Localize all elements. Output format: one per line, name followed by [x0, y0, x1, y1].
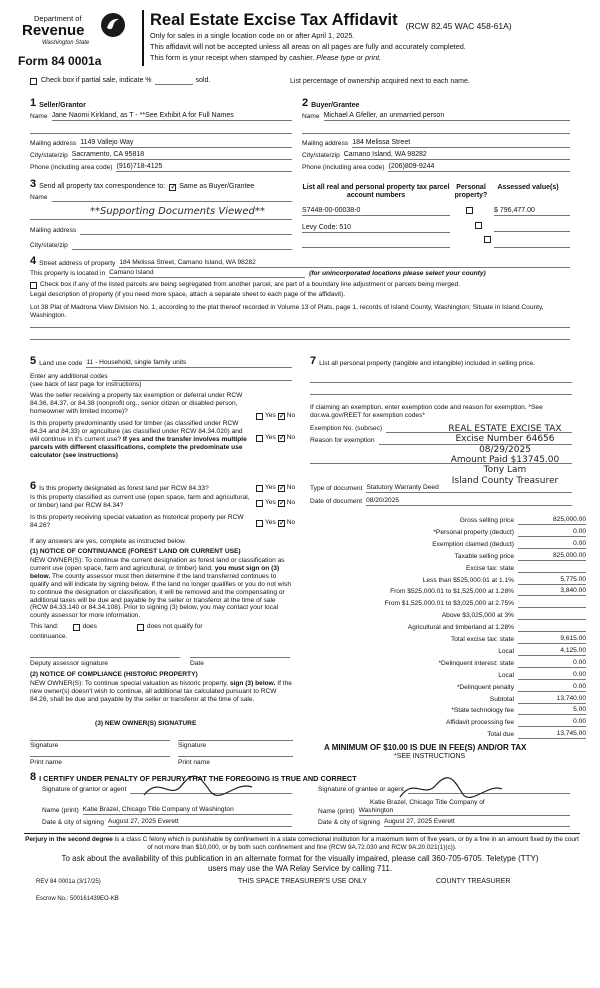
tax-row-label: *Delinquent penalty: [456, 683, 514, 691]
corr-mail-label: Mailing address: [30, 227, 77, 235]
tax-row: [310, 645, 586, 656]
doc-type-field[interactable]: Statutory Warranty Deed: [366, 484, 572, 493]
yes-label: Yes: [265, 484, 276, 491]
tax-row-value[interactable]: 825,000.00: [518, 552, 586, 561]
notice-continuance-text: [30, 557, 292, 620]
ownership-note: List percentage of ownership acquired next to each name.: [290, 78, 470, 85]
personal-property-header: Personal property?: [454, 184, 488, 200]
q-current-use-no[interactable]: [278, 500, 285, 507]
form-rcw: (RCW 82.45 WAC 458-61A): [405, 20, 512, 31]
owner2-print-label: Print name: [178, 759, 210, 766]
located-field[interactable]: Camano Island: [109, 269, 305, 278]
tax-row: [310, 562, 586, 573]
partial-sale-label: Check box if partial sale, indicate %: [41, 77, 152, 84]
buyer-name-label: Name: [302, 113, 320, 121]
same-as-buyer-label: Same as Buyer/Grantee: [179, 182, 255, 190]
tax-row-value[interactable]: [518, 631, 586, 632]
tax-row: [310, 621, 586, 632]
header-line3a: This form is your receipt when stamped by cashier.: [150, 53, 317, 62]
parcel-header: List all real and personal property tax parcel account numbers: [302, 184, 450, 200]
section5-row: [30, 355, 292, 368]
tax-row-value[interactable]: 5,775.00: [518, 576, 586, 585]
alt-format-notice: To ask about the availability of this publication in an alternate format for the visually impaired, please call 360-705-6705. Teletype (TTY) users may use the WA Relay Service by calling 711.: [61, 854, 539, 873]
no-label: No: [286, 434, 296, 441]
tax-row-value[interactable]: 825,000.00: [518, 516, 586, 525]
tax-row-label: *Personal property (deduct): [433, 528, 514, 536]
tax-row-label: Excise tax: state: [465, 564, 514, 572]
escrow-number: Escrow No.: 500161439EO-KB: [36, 896, 119, 902]
buyer-name-field[interactable]: Michael A Gfeller, an unmarried person: [324, 112, 570, 121]
section1-title: [30, 97, 86, 110]
corr-name-field[interactable]: [52, 194, 292, 202]
grantor-name-label: Name (print): [42, 807, 79, 814]
corr-city-label: City/state/zip: [30, 242, 68, 250]
notice-compliance-text-a: NEW OWNER(S): To continue special valuation as historic property,: [30, 680, 230, 687]
doc-type-label: Type of document: [310, 485, 363, 492]
segregated-checkbox[interactable]: [30, 282, 37, 289]
grantor-name-row: [42, 806, 292, 815]
doc-date-field[interactable]: 08/20/2025: [366, 497, 572, 506]
tax-row-label: Gross selling price: [459, 517, 514, 525]
tax-row: [310, 550, 586, 561]
tax-row-value[interactable]: 9,615.00: [518, 635, 586, 644]
additional-codes-field[interactable]: [112, 373, 292, 381]
tax-row-label: From $525,000.01 to $1,525,000 at 1.28%: [390, 588, 514, 596]
q-exemption-answers: [256, 412, 295, 420]
corr-city-row: [30, 242, 292, 250]
buyer-name-row: [302, 112, 570, 121]
does-not-label: does not qualify for: [146, 623, 203, 630]
notice-compliance-text: [30, 680, 292, 704]
corr-mail-field[interactable]: [80, 227, 292, 235]
tax-row: [310, 657, 586, 668]
legal-desc-label: Legal description of property (if you need more space, attach a separate sheet to each page of the affidavit).: [30, 291, 346, 298]
parcel-1-value[interactable]: $ 796,477.00: [494, 207, 570, 216]
stamp-line5: Tony Lam: [483, 465, 527, 476]
q-exemption: Was the seller receiving a property tax exemption or deferral under RCW 84.36, 84.37, or 84.38 (nonprofit org., senior citizen or disabled person, homeowner with limited income)?: [30, 392, 243, 415]
exemption-no-label: Exemption No. (sub/sec): [310, 425, 383, 432]
section7-row: [310, 355, 572, 368]
tax-row-label: Above $3,025,000 at 3%: [441, 612, 514, 620]
seller-phone-field[interactable]: (916)718-4125: [116, 163, 292, 172]
tax-row-value[interactable]: 0.00: [518, 659, 586, 668]
tax-row: [310, 526, 586, 537]
parcel-1-field[interactable]: S7448-00-00038-0: [302, 207, 450, 216]
yes-label: Yes: [265, 519, 276, 526]
deputy-date-label: Date: [190, 660, 204, 667]
doc-date-label: Date of document: [310, 498, 363, 505]
form-title-row: [150, 11, 512, 31]
parcel-1-personal-checkbox[interactable]: [466, 207, 473, 214]
does-label: does: [82, 623, 97, 630]
q-historical-no[interactable]: [278, 520, 285, 527]
tax-row-label: From $1,525,000.01 to $3,025,000 at 2.75%: [384, 600, 514, 608]
tax-row: [310, 514, 586, 525]
tax-row-value[interactable]: 13,745.00: [518, 730, 586, 739]
pp-line2[interactable]: [310, 389, 572, 395]
parcel-3-personal-checkbox[interactable]: [484, 236, 491, 243]
header-line1: Only for sales in a single location code on or after April 1, 2025.: [150, 31, 355, 40]
tax-row: [310, 538, 586, 549]
form-revision: REV 84 0001a (3/17/25): [36, 879, 101, 885]
land-label: This land:: [30, 623, 59, 630]
notice-continuance-text-b: you must sign on (3) below.: [30, 564, 280, 580]
legal-line1: [30, 327, 570, 328]
section5-number: 5: [30, 355, 37, 367]
land-use-field[interactable]: 11 - Household, single family units: [86, 359, 292, 368]
tax-row-value[interactable]: [518, 607, 586, 608]
buyer-phone-row: [302, 163, 570, 172]
grantor-date-label: Date & city of signing: [42, 819, 104, 826]
section3-label: Send all property tax correspondence to:: [39, 182, 166, 190]
doc-date-row: [310, 497, 572, 506]
owner1-print-line[interactable]: [30, 751, 170, 757]
tax-row-label: Local: [498, 671, 514, 679]
logo-dept: Department of: [34, 14, 82, 23]
partial-sale-checkbox[interactable]: [30, 78, 37, 85]
q-exemption-no[interactable]: [278, 413, 285, 420]
tax-row-value[interactable]: 5.00: [518, 706, 586, 715]
does-not-qualify-checkbox[interactable]: [137, 624, 144, 631]
personal-property-label: List all personal property (tangible and intangible) included in selling price.: [319, 360, 536, 368]
q-historical: Is this property receiving special valuation as historical property per RCW 84.26?: [30, 514, 244, 529]
buyer-phone-label: Phone (including area code): [302, 164, 385, 172]
no-label: No: [286, 519, 296, 526]
header-line3: [150, 54, 381, 63]
grantor-date-field[interactable]: August 27, 2025 Everett: [108, 818, 292, 827]
deputy-date-line[interactable]: [190, 652, 290, 658]
stamp-line2: Excise Number 64656: [455, 434, 555, 445]
grantor-name-field[interactable]: Katie Brazel, Chicago Title Company of Washington: [83, 806, 292, 815]
grantee-date-field[interactable]: August 27, 2025 Everett: [384, 818, 570, 827]
tax-row-label: Less than $525,000.01 at 1.1%: [422, 576, 514, 584]
q-historical-answers: [256, 519, 295, 527]
tax-row-label: *State technology fee: [451, 707, 514, 715]
tax-row-label: Exemption claimed (deduct): [432, 540, 514, 548]
tax-row: [310, 597, 586, 608]
header-line2: This affidavit will not be accepted unless all areas on all pages are fully and accurately completed.: [150, 42, 466, 51]
grantee-date-row: [318, 818, 570, 827]
street-address-field[interactable]: 184 Melissa Street, Camano Island, WA 98282: [119, 259, 570, 268]
section3-row: [30, 178, 254, 191]
certify-title: I CERTIFY UNDER PENALTY OF PERJURY THAT THE FOREGOING IS TRUE AND CORRECT: [39, 774, 357, 784]
section7-number: 7: [310, 355, 317, 367]
q-timber-bold: If yes and the transfer involves multiple parcels with different classifications, complete the predominate use calculator (see instructions): [30, 435, 247, 459]
q-historical-yes[interactable]: [256, 520, 263, 527]
logo-revenue: Revenue: [22, 22, 85, 39]
additional-codes-label: Enter any additional codes: [30, 373, 108, 381]
does-qualify-checkbox[interactable]: [73, 624, 80, 631]
q-current-use-yes[interactable]: [256, 500, 263, 507]
stamp-line1: REAL ESTATE EXCISE TAX: [448, 424, 562, 434]
buyer-mail-row: [302, 139, 570, 148]
notice-compliance-title: (2) NOTICE OF COMPLIANCE (HISTORIC PROPERTY): [30, 671, 198, 678]
tax-row-label: Agricultural and timberland at 1.28%: [407, 624, 514, 632]
corr-name-line2: [30, 219, 292, 220]
seller-phone-label: Phone (including area code): [30, 164, 113, 172]
parcel-3-field[interactable]: [302, 240, 450, 248]
notice-continuance-text-a: NEW OWNER(S): To continue the current designation as forest land or classification as current use (open space, farm and agricultural, or timber) land,: [30, 557, 285, 572]
q-timber-answers: [256, 434, 295, 442]
tax-row-value[interactable]: 13,740.00: [518, 695, 586, 704]
grantor-sig-label: Signature of grantor or agent: [42, 786, 127, 794]
yes-label: Yes: [265, 412, 276, 419]
parcel-3-value[interactable]: [494, 240, 570, 248]
parcel-2-personal-checkbox[interactable]: [475, 222, 482, 229]
tax-row-label: *Delinquent interest: state: [438, 659, 514, 667]
supporting-docs-stamp: **Supporting Documents Viewed**: [90, 206, 265, 217]
tax-row-value[interactable]: 0.00: [518, 718, 586, 727]
legal-desc-text[interactable]: Lot 38 Plat of Madrona View Division No. 1, according to the plat thereof recorded in Volume 13 of Plats, page 1, records of Island County, Washington; Situate in Island County, Washington.: [30, 304, 544, 319]
land-use-label: Land use code: [39, 360, 83, 368]
corr-city-field[interactable]: [72, 242, 292, 250]
pp-line1[interactable]: [310, 377, 572, 383]
seller-city-row: [30, 151, 292, 160]
tax-row: [310, 693, 586, 704]
deputy-sig-label: Deputy assessor signature: [30, 660, 109, 667]
q-timber-no[interactable]: [278, 435, 285, 442]
grantee-sig-label: Signature of grantee or agent: [318, 786, 404, 794]
tax-row-label: Affidavit processing fee: [445, 719, 514, 727]
grantee-name-row: [318, 807, 570, 816]
partial-sale-sold: sold.: [195, 77, 211, 84]
tax-row-label: Local: [498, 647, 514, 655]
seller-name-label: Name: [30, 113, 48, 121]
seller-city-label: City/state/zip: [30, 152, 68, 160]
notice-continuance-title: (1) NOTICE OF CONTINUANCE (FOREST LAND OR CURRENT USE): [30, 548, 241, 555]
notice-compliance-text-c: If the new owner(s) doesn't wish to continue, all additional tax calculated pursuant to RCW 84.26, shall be due and payable by the seller or transferor at the time of sale.: [30, 680, 292, 703]
q-forest-no[interactable]: [278, 485, 285, 492]
buyer-city-label: City/state/zip: [302, 152, 340, 160]
tax-row: [310, 585, 586, 596]
legal-line2: [30, 339, 570, 340]
land-qualify-row: [30, 623, 203, 631]
tax-row-label: Total excise tax: state: [450, 636, 514, 644]
tax-row: [310, 704, 586, 715]
tax-row-label: Total due: [487, 731, 514, 739]
section6-number: 6: [30, 480, 37, 492]
see-instructions: *SEE INSTRUCTIONS: [394, 753, 466, 760]
q-current-use: Is this property classified as current use (open space, farm and agricultural, or timber) land per RCW 84.34?: [30, 494, 250, 509]
perjury-notice: [24, 833, 580, 851]
owner1-sig-label: Signature: [30, 742, 59, 749]
stamp-line4: Amount Paid $13745.00: [450, 455, 560, 466]
parcel-2-value[interactable]: [494, 224, 570, 232]
buyer-phone-field[interactable]: (206)809-9244: [388, 163, 570, 172]
notice-compliance-text-b: sign (3) below.: [229, 680, 276, 687]
grantee-name-line1: Katie Brazel, Chicago Title Company of: [370, 799, 485, 806]
owner2-print-line[interactable]: [178, 751, 293, 757]
section4-number: 4: [30, 255, 37, 267]
corr-mail-row: [30, 227, 292, 235]
yes-label: Yes: [265, 434, 276, 441]
seller-mail-field[interactable]: 1149 Vallejo Way: [80, 139, 292, 148]
grantee-name-field[interactable]: Washington: [359, 807, 570, 816]
tax-row-value[interactable]: 3,840.00: [518, 587, 586, 596]
form-title: Real Estate Excise Tax Affidavit: [150, 11, 398, 29]
additional-codes-row: [30, 373, 292, 381]
treasurer-stamp: [440, 424, 570, 486]
located-label: This property is located in: [30, 270, 106, 277]
q-timber-text: Is this property predominantly used for timber (as classified under RCW 84.34 and 84.33) or agriculture (as classified under RCW 84.34.020) and will continue in it's current use?: [30, 420, 243, 443]
seller-name-row: [30, 112, 292, 121]
tax-row-label: Subtotal: [489, 695, 514, 703]
county-treasurer-label: COUNTY TREASURER: [436, 878, 511, 885]
section6-row: [30, 480, 252, 493]
tax-row: [310, 716, 586, 727]
tax-row-value[interactable]: 0.00: [518, 671, 586, 680]
tax-row-value[interactable]: [518, 619, 586, 620]
exemption-instructions: If claiming an exemption, enter exemption code and reason for exemption. *See dor.wa.gov/REET for exemption codes*: [310, 404, 543, 419]
notice-continuance-text-c: The county assessor must then determine if the land transferred continues to qualify and will indicate by signing below. If the land no longer qualifies or you do not wish to continue the designation or classification, it will be removed and the compensating or additional taxes will be due and payable by the seller or transferor at the time of sale (RCW 84.33.140 or 84.34.108). Prior to signing (3) below, you may contact your local county assessor for more information.: [30, 572, 291, 620]
section4-row: [30, 255, 570, 268]
if-any-yes: If any answers are yes, complete as instructed below.: [30, 538, 187, 545]
section3-number: 3: [30, 178, 37, 190]
partial-sale-percent-field[interactable]: [155, 84, 193, 85]
deputy-sig-line[interactable]: [30, 652, 180, 658]
buyer-city-field[interactable]: Camano Island, WA 98282: [344, 151, 570, 160]
corr-name-label: Name: [30, 194, 48, 202]
section1-label: Seller/Grantor: [39, 101, 86, 109]
section8-number: 8: [30, 771, 37, 783]
owner1-sig-line[interactable]: [30, 735, 170, 741]
tax-row: [310, 574, 586, 585]
q-current-use-answers: [256, 499, 295, 507]
q-timber-yes[interactable]: [256, 435, 263, 442]
reason-label: Reason for exemption: [310, 437, 375, 444]
tax-row: [310, 681, 586, 692]
buyer-mail-label: Mailing address: [302, 140, 349, 148]
segregated-row: [30, 281, 460, 289]
q-timber: [30, 420, 252, 460]
partial-sale-row: [30, 77, 210, 85]
buyer-city-row: [302, 151, 570, 160]
seller-mail-label: Mailing address: [30, 140, 77, 148]
owner2-sig-line[interactable]: [178, 735, 293, 741]
q-forest-yes[interactable]: [256, 485, 263, 492]
same-as-buyer-checkbox[interactable]: [169, 184, 176, 191]
treasurer-use-label: THIS SPACE TREASURER'S USE ONLY: [238, 878, 367, 885]
dor-emblem-icon: [100, 12, 126, 38]
additional-codes-hint: (see back of last page for instructions): [30, 381, 142, 388]
stamp-line6: Island County Treasurer: [451, 475, 559, 486]
yes-label: Yes: [265, 499, 276, 506]
form-number: Form 84 0001a: [18, 54, 102, 68]
tax-row: [310, 633, 586, 644]
section2-number: 2: [302, 97, 309, 109]
grantor-date-row: [42, 818, 292, 827]
stamp-line3: 08/29/2025: [479, 444, 531, 455]
section2-title: [302, 97, 359, 110]
seller-city-field[interactable]: Sacramento, CA 95818: [72, 151, 292, 160]
perjury-bold: Perjury in the second degree: [25, 836, 113, 843]
logo-state: Washington State: [42, 40, 90, 46]
tax-row-value[interactable]: 0.00: [518, 528, 586, 537]
continuance-label: continuance.: [30, 633, 68, 640]
no-label: No: [286, 412, 296, 419]
seller-name-field[interactable]: Jane Naomi Kirkland, as T - **See Exhibit A for Full Names: [52, 112, 292, 121]
q-forest-answers: [256, 484, 295, 492]
section1-number: 1: [30, 97, 37, 109]
new-owner-sig-title: (3) NEW OWNER(S) SIGNATURE: [95, 720, 197, 727]
tax-row-value[interactable]: [518, 572, 586, 573]
minimum-fee-note: A MINIMUM OF $10.00 IS DUE IN FEE(S) AND/OR TAX: [324, 743, 527, 752]
tax-row-value[interactable]: 0.00: [518, 683, 586, 692]
tax-row: [310, 609, 586, 620]
header-divider: [142, 10, 144, 66]
q-exemption-yes[interactable]: [256, 413, 263, 420]
grantor-signature-icon: [140, 773, 260, 803]
tax-row-label: Taxable selling price: [454, 552, 514, 560]
owner2-sig-label: Signature: [178, 742, 207, 749]
header-line3b: Please type or print.: [316, 53, 382, 62]
seller-name-line2: [30, 133, 292, 134]
owner1-print-label: Print name: [30, 759, 62, 766]
parcel-2-field[interactable]: Levy Code: 510: [302, 224, 450, 233]
grantee-name-label: Name (print): [318, 808, 355, 815]
buyer-mail-field[interactable]: 184 Melissa Street: [352, 139, 570, 148]
assessed-value-header: Assessed value(s): [497, 184, 559, 191]
street-address-label: Street address of property: [39, 260, 116, 268]
seller-mail-row: [30, 139, 292, 148]
unincorporated-note: (for unincorporated locations please select your county): [309, 270, 486, 277]
corr-name-row: [30, 194, 292, 202]
seller-phone-row: [30, 163, 292, 172]
buyer-name-line2: [302, 133, 570, 134]
grantee-date-label: Date & city of signing: [318, 819, 380, 826]
no-label: No: [286, 499, 296, 506]
tax-row-value[interactable]: 0.00: [518, 540, 586, 549]
tax-row: [310, 728, 586, 739]
section2-label: Buyer/Grantee: [311, 101, 360, 109]
no-label: No: [286, 484, 296, 491]
perjury-text: is a class C felony which is punishable by confinement in a state correctional institution for a maximum term of five years, or by a fine in an amount fixed by the court of not more than $10,000, or by both such confinement and fine (RCW 9A.72.030 and RCW 9A.20.021(1)(c)).: [112, 836, 579, 851]
dor-logo: [20, 12, 132, 56]
segregated-label: Check box if any of the listed parcels are being segregated from another parcel, are part of a boundary line adjustment or parcels being merged.: [40, 281, 461, 288]
tax-row: [310, 669, 586, 680]
doc-type-row: [310, 484, 572, 493]
q-forest: Is this property designated as forest land per RCW 84.33?: [39, 485, 209, 493]
tax-row-value[interactable]: 4,125.00: [518, 647, 586, 656]
located-row: [30, 269, 570, 278]
